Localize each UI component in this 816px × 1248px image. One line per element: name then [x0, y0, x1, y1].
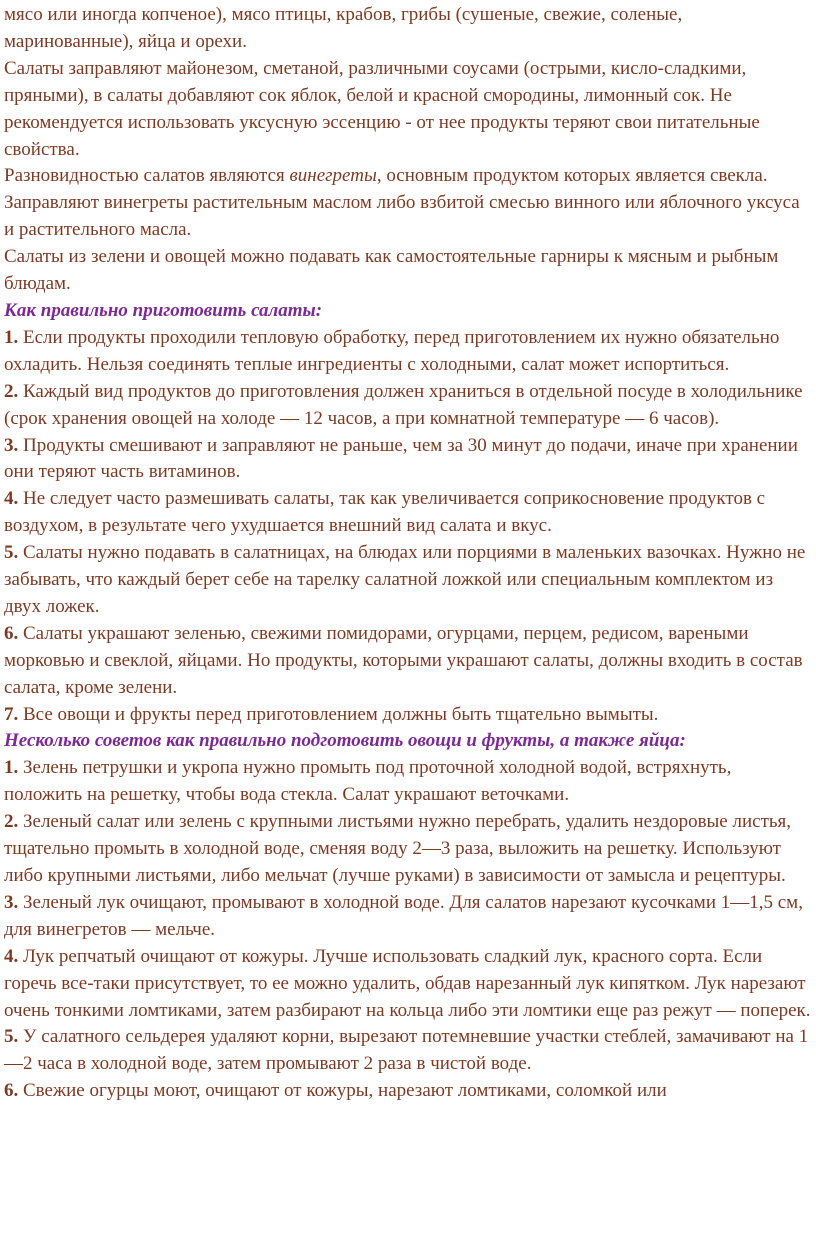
tip-number: 6. [4, 1080, 19, 1102]
tip-number: 7. [4, 703, 19, 725]
tip-number: 5. [4, 1026, 19, 1048]
tip-number: 3. [4, 891, 19, 913]
prep-tip-3 [4, 890, 812, 944]
tip-number: 1. [4, 326, 19, 348]
prep-tip-1 [4, 755, 812, 809]
tip-text: Зеленый лук очищают, промывают в холодной воде. Для салатов нарезают кусочками 1—1,5 см, для винегретов — мельче. [4, 891, 803, 940]
tip-number: 2. [4, 380, 19, 402]
tip-text: Свежие огурцы моют, очищают от кожуры, нарезают ломтиками, соломкой или [18, 1080, 667, 1102]
tip-text: Салаты украшают зеленью, свежими помидорами, огурцами, перцем, редисом, вареными морковью и свеклой, яйцами. Но продукты, которыми украшают салаты, должны входить в состав салата, кроме зелени. [4, 622, 803, 698]
tip-number: 6. [4, 622, 19, 644]
salad-tip-4 [4, 486, 812, 540]
tip-text: Зелень петрушки и укропа нужно промыть под проточной холодной водой, встряхнуть, положить на решетку, чтобы вода стекла. Салат украшают веточками. [4, 757, 732, 806]
tip-text: Лук репчатый очищают от кожуры. Лучше использовать сладкий лук, красного сорта. Если горечь все-таки присутствует, то ее можно удалить, обдав нарезанный лук кипятком. Лук нарезают очень тонкими ломтиками, затем разбирают на кольца либо эти ломтики еще раз режут — поперек. [4, 945, 811, 1021]
vinegret-text-before: Разновидностью салатов являются [4, 165, 290, 187]
tip-number: 5. [4, 542, 19, 564]
salad-tip-3 [4, 433, 812, 487]
garnish-paragraph: Салаты из зелени и овощей можно подавать как самостоятельные гарниры к мясным и рыбным блюдам. [4, 246, 779, 295]
section-heading-salads: Как правильно приготовить салаты: [4, 299, 323, 321]
tip-number: 2. [4, 811, 19, 833]
prep-tip-6 [4, 1078, 812, 1105]
vinegret-paragraph [4, 163, 812, 244]
tip-text: Зеленый салат или зелень с крупными листьями нужно перебрать, удалить нездоровые листья, тщательно промыть в холодной воде, сменяя воду 2—3 раза, выложить на решетку. Используют либо крупными листьями, либо мельчат (лучше руками) в зависимости от замысла и рецептуры. [4, 811, 792, 886]
tip-text: Салаты нужно подавать в салатницах, на блюдах или порциями в маленьких вазочках. Нужно не забывать, что каждый берет себе на тарелку салатной ложкой или специальным комплектом из двух ложек. [4, 542, 806, 617]
vinegret-text-after: , основным продуктом которых является свекла. Заправляют винегреты растительным маслом либо взбитой смесью винного или яблочного уксуса и растительного масла. [4, 165, 800, 241]
salad-tip-1 [4, 325, 812, 379]
tip-text: Каждый вид продуктов до приготовления должен храниться в отдельной посуде в холодильнике (срок хранения овощей на холоде — 12 часов, а при комнатной температуре — 6 часов). [4, 380, 803, 429]
prep-tip-5 [4, 1024, 812, 1078]
prep-tip-2 [4, 809, 812, 890]
salad-tip-6 [4, 621, 812, 702]
tip-text: Продукты смешивают и заправляют не раньше, чем за 30 минут до подачи, иначе при хранении они теряют часть витаминов. [4, 434, 798, 483]
salad-tip-2 [4, 379, 812, 433]
tip-text: Не следует часто размешивать салаты, так как увеличивается соприкосновение продуктов с воздухом, в результате чего ухудшается внешний вид салата и вкус. [4, 488, 766, 537]
tip-number: 1. [4, 757, 19, 779]
tip-number: 4. [4, 488, 19, 510]
vinegret-term: винегреты [289, 165, 377, 187]
tip-number: 4. [4, 945, 19, 967]
intro-paragraph-1: мясо или иногда копченое), мясо птицы, крабов, грибы (сушеные, свежие, соленые, маринованные), яйца и орехи. [4, 4, 683, 52]
prep-tip-4 [4, 944, 812, 1025]
section-heading-prep: Несколько советов как правильно подготовить овощи и фрукты, а также яйца: [4, 730, 686, 752]
tip-text: Если продукты проходили тепловую обработку, перед приготовлением их нужно обязательно охладить. Нельзя соединять теплые ингредиенты с холодными, салат может испортиться. [4, 326, 780, 375]
intro-paragraph-2: Салаты заправляют майонезом, сметаной, различными соусами (острыми, кисло-сладкими, пряными), в салаты добавляют сок яблок, белой и красной смородины, лимонный сок. Не рекомендуется использовать уксусную эссенцию - от нее продукты теряют свои питательные свойства. [4, 57, 760, 160]
salad-tip-7 [4, 702, 812, 729]
salad-tip-5 [4, 540, 812, 621]
tip-text: Все овощи и фрукты перед приготовлением должны быть тщательно вымыты. [18, 703, 659, 725]
tip-number: 3. [4, 434, 19, 456]
tip-text: У салатного сельдерея удаляют корни, вырезают потемневшие участки стеблей, замачивают на 1—2 часа в холодной воде, затем промывают 2 раза в чистой воде. [4, 1026, 809, 1075]
